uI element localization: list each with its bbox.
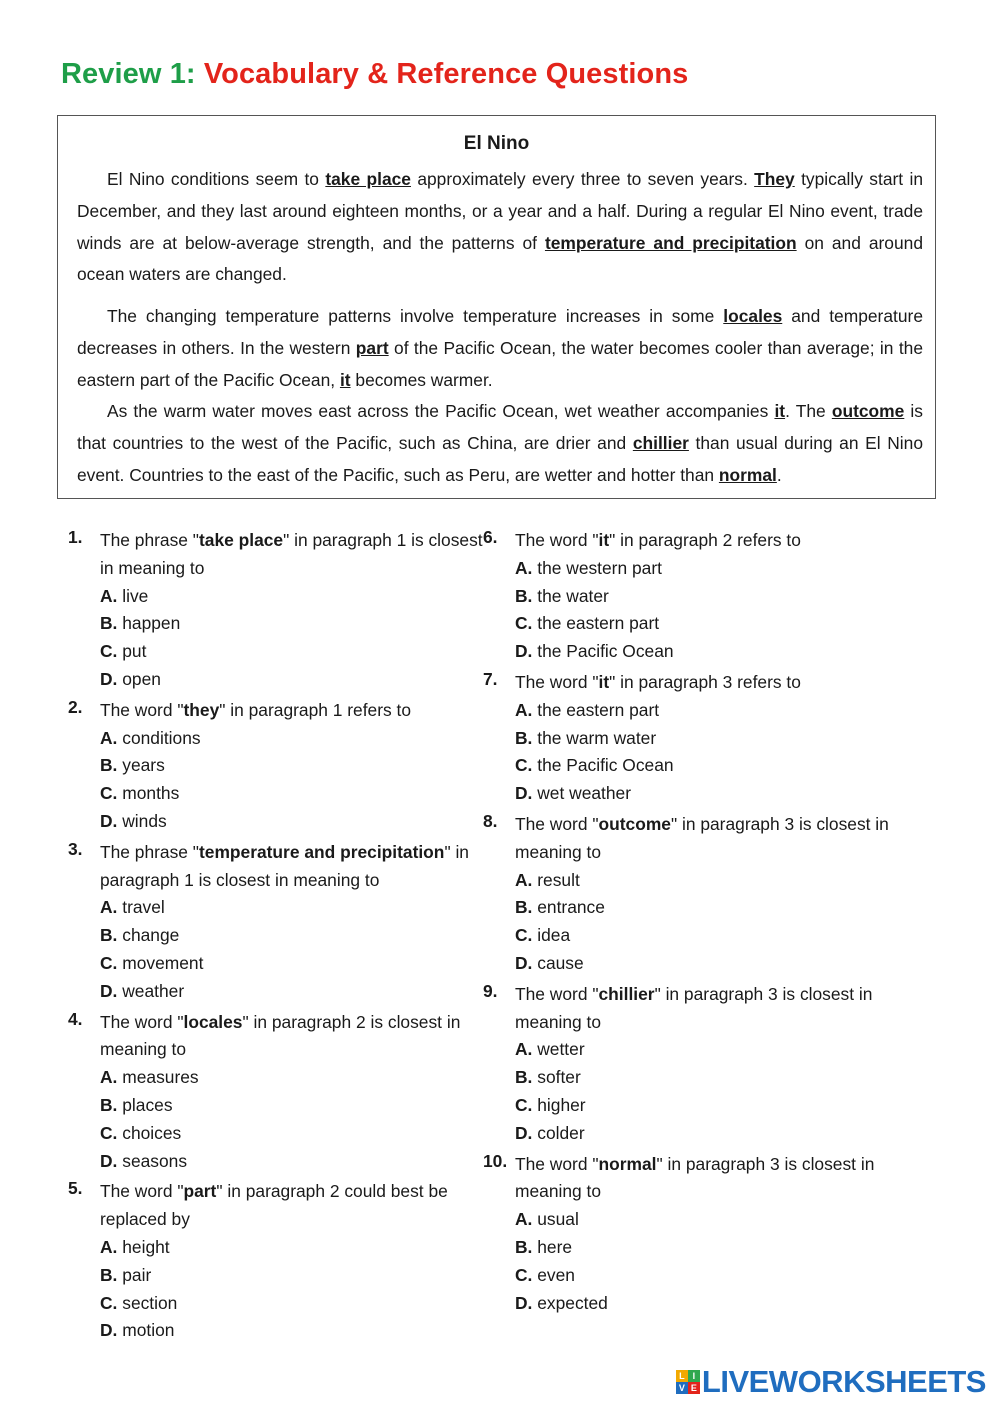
option-letter: B. [515, 1067, 533, 1088]
option-text: idea [537, 925, 571, 946]
liveworksheets-logo [676, 1364, 986, 1400]
question-text [100, 1009, 488, 1065]
option-text: conditions [122, 727, 201, 748]
question-text-post: " in paragraph 1 is closest in meaning to [100, 530, 483, 578]
option-a[interactable] [515, 1036, 903, 1064]
question-text [100, 527, 488, 583]
option-letter: B. [100, 1094, 118, 1115]
question-text-pre: The word " [515, 983, 599, 1004]
page-title [61, 58, 688, 91]
question-number: 4. [68, 1008, 83, 1029]
option-letter: B. [100, 925, 118, 946]
option-letter: D. [100, 810, 118, 831]
question-text-pre: The word " [515, 813, 599, 834]
option-text: the Pacific Ocean [537, 641, 674, 662]
question-text-pre: The word " [515, 1153, 599, 1174]
keyword-outcome: outcome [831, 401, 905, 421]
p3-text-e: . [776, 464, 782, 485]
option-text: wet weather [537, 783, 632, 804]
option-c[interactable] [100, 1290, 488, 1318]
option-letter: B. [100, 755, 118, 776]
p1-text-d: on and around ocean waters are changed. [77, 232, 923, 285]
option-letter: A. [100, 897, 118, 918]
question-1 [68, 527, 488, 694]
question-keyword: they [183, 699, 220, 720]
question-number: 5. [68, 1178, 83, 1199]
option-letter: D. [515, 641, 533, 662]
keyword-temperature-and-precipitation: temperature and precipitation [544, 232, 797, 253]
keyword-locales: locales [723, 306, 783, 326]
title-main: Vocabulary & Reference Questions [203, 58, 689, 90]
option-letter: D. [515, 1292, 533, 1313]
option-c[interactable] [515, 1092, 903, 1120]
p1-text-c: typically start in December, and they last around eighteen months, or a year and a half. During a regular El Nino event, trade winds are at below-average strength, and the patterns of [77, 169, 924, 253]
option-letter: A. [515, 869, 533, 890]
option-letter: D. [100, 1320, 118, 1341]
option-d[interactable] [100, 808, 488, 836]
question-number: 6. [483, 527, 498, 547]
option-letter: A. [100, 1236, 118, 1257]
option-c[interactable] [100, 638, 488, 666]
option-letter: D. [515, 783, 533, 804]
question-text [100, 1178, 488, 1234]
option-a[interactable] [100, 725, 488, 753]
option-letter: C. [515, 1094, 533, 1115]
option-b[interactable] [515, 1064, 903, 1092]
question-text-post: " in paragraph 2 could best be replaced by [100, 1181, 448, 1230]
question-text-post: " in paragraph 1 is closest in meaning to [100, 841, 469, 890]
option-letter: C. [515, 925, 533, 946]
option-letter: C. [100, 641, 118, 662]
option-text: months [122, 783, 180, 804]
option-text: the warm water [537, 727, 657, 748]
option-letter: A. [100, 1067, 118, 1088]
question-10 [483, 1151, 903, 1318]
keyword-chillier: chillier [632, 432, 689, 453]
option-c[interactable] [100, 780, 488, 808]
option-text: live [122, 585, 149, 606]
option-c[interactable] [515, 1262, 903, 1290]
option-letter: C. [515, 755, 533, 776]
keyword-they: They [754, 169, 795, 189]
option-c[interactable] [100, 1120, 488, 1148]
option-d[interactable] [100, 1317, 488, 1345]
question-text [515, 1151, 903, 1207]
option-a[interactable] [100, 1064, 488, 1092]
option-letter: D. [100, 1150, 118, 1171]
question-text [515, 811, 903, 867]
option-b[interactable] [515, 894, 903, 922]
p1-text-b: approximately every three to seven years. [410, 169, 755, 189]
question-text-post: " in paragraph 1 refers to [219, 699, 412, 720]
option-d[interactable] [515, 1120, 903, 1148]
question-number: 2. [68, 696, 83, 717]
p3-text-d: than usual during an El Nino event. Countries to the east of the Pacific, such as Peru, are wetter and hotter than [77, 432, 924, 485]
option-text: years [122, 755, 165, 776]
logo-mark-l: L [676, 1370, 688, 1382]
option-d[interactable] [100, 666, 488, 694]
option-b[interactable] [515, 583, 903, 611]
option-letter: C. [100, 1292, 118, 1313]
option-text: height [122, 1236, 170, 1257]
option-text: colder [537, 1122, 585, 1143]
option-text: pair [122, 1264, 152, 1285]
option-d[interactable] [515, 638, 903, 666]
question-8 [483, 811, 903, 978]
passage-box [57, 115, 936, 499]
paragraph-3 [77, 396, 923, 491]
option-c[interactable] [100, 950, 488, 978]
option-b[interactable] [100, 922, 488, 950]
logo-mark-i: I [688, 1370, 700, 1382]
p2-text-c: of the Pacific Ocean, the water becomes cooler than average; in the eastern part of the Pacific Ocean, [77, 337, 923, 390]
question-text-post: " in paragraph 3 is closest in meaning to [515, 1153, 875, 1202]
option-letter: B. [515, 585, 533, 606]
option-letter: C. [515, 613, 533, 634]
question-text-pre: The word " [515, 671, 599, 692]
paragraph-2 [77, 301, 923, 396]
question-keyword: normal [598, 1153, 657, 1174]
option-d[interactable] [100, 978, 488, 1006]
option-letter: C. [100, 952, 118, 973]
question-keyword: temperature and precipitation [198, 841, 445, 862]
option-b[interactable] [515, 725, 903, 753]
p3-text-b: . The [785, 401, 832, 421]
question-text-post: " in paragraph 2 refers to [609, 530, 801, 550]
option-c[interactable] [515, 752, 903, 780]
question-text-pre: The word " [100, 1181, 184, 1202]
option-a[interactable] [100, 583, 488, 611]
question-keyword: outcome [598, 813, 671, 834]
question-text [515, 527, 903, 555]
option-text: the eastern part [537, 699, 660, 720]
option-text: happen [122, 613, 181, 634]
question-keyword: chillier [598, 983, 655, 1004]
question-7 [483, 669, 903, 808]
question-number: 10. [483, 1150, 508, 1171]
option-a[interactable] [515, 697, 903, 725]
option-b[interactable] [515, 1234, 903, 1262]
question-keyword: part [183, 1181, 217, 1202]
option-text: wetter [537, 1039, 585, 1060]
question-9 [483, 981, 903, 1148]
option-b[interactable] [100, 610, 488, 638]
option-text: usual [537, 1209, 579, 1230]
question-number: 1. [68, 527, 83, 547]
questions-column-right [483, 527, 903, 1320]
option-c[interactable] [515, 610, 903, 638]
option-b[interactable] [100, 1262, 488, 1290]
option-text: the Pacific Ocean [537, 755, 674, 776]
option-b[interactable] [100, 1092, 488, 1120]
option-letter: B. [515, 727, 533, 748]
option-text: softer [537, 1067, 581, 1088]
option-a[interactable] [515, 867, 903, 895]
option-text: put [122, 641, 147, 662]
option-letter: B. [100, 613, 118, 634]
question-keyword: it [598, 530, 610, 550]
option-text: motion [122, 1320, 175, 1341]
question-text-post: " in paragraph 3 is closest in meaning to [515, 983, 873, 1032]
option-letter: A. [515, 699, 533, 720]
p2-text-b: and temperature decreases in others. In the western [77, 306, 923, 358]
option-a[interactable] [100, 1234, 488, 1262]
question-number: 3. [68, 838, 83, 859]
question-text [515, 981, 903, 1037]
question-keyword: take place [198, 530, 284, 550]
option-text: here [537, 1236, 573, 1257]
question-text-post: " in paragraph 3 is closest in meaning to [515, 813, 889, 862]
question-text-post: " in paragraph 2 is closest in meaning to [100, 1011, 461, 1060]
option-text: travel [122, 897, 165, 918]
option-a[interactable] [515, 1206, 903, 1234]
question-5 [68, 1178, 488, 1345]
question-6 [483, 527, 903, 666]
p2-text-d: becomes warmer. [350, 369, 493, 390]
option-letter: D. [100, 668, 118, 689]
option-letter: D. [515, 1122, 533, 1143]
option-text: the western part [537, 557, 662, 578]
p3-text-c: is that countries to the west of the Pacific, such as China, are drier and [77, 401, 923, 453]
option-text: weather [122, 980, 185, 1001]
option-text: even [537, 1264, 575, 1285]
question-keyword: locales [183, 1011, 243, 1032]
option-text: the water [537, 585, 609, 606]
option-a[interactable] [515, 555, 903, 583]
option-b[interactable] [100, 752, 488, 780]
question-text-post: " in paragraph 3 refers to [609, 671, 801, 692]
title-prefix: Review 1: [61, 58, 204, 90]
keyword-it-p2: it [339, 369, 351, 390]
option-letter: A. [515, 1039, 533, 1060]
questions-column-left [68, 527, 488, 1348]
p2-text-a: The changing temperature patterns involve temperature increases in some [107, 306, 724, 326]
question-4 [68, 1009, 488, 1176]
keyword-part: part [355, 337, 389, 358]
logo-mark-e: E [688, 1382, 700, 1394]
option-d[interactable] [515, 780, 903, 808]
option-letter: A. [100, 585, 118, 606]
option-text: change [122, 925, 180, 946]
question-text [100, 697, 488, 725]
option-letter: B. [100, 1264, 118, 1285]
logo-text: LIVEWORKSHEETS [701, 1364, 986, 1399]
option-text: expected [537, 1292, 608, 1313]
keyword-it-p3: it [774, 401, 786, 421]
option-c[interactable] [515, 922, 903, 950]
option-letter: C. [100, 783, 118, 804]
question-text-pre: The word " [515, 530, 599, 550]
question-keyword: it [598, 671, 610, 692]
option-text: movement [122, 952, 204, 973]
option-letter: C. [515, 1264, 533, 1285]
question-2 [68, 697, 488, 836]
option-d[interactable] [515, 1290, 903, 1318]
logo-mark-v: V [676, 1382, 688, 1394]
question-text [100, 839, 488, 895]
option-text: choices [122, 1122, 182, 1143]
option-letter: D. [100, 980, 118, 1001]
option-letter: B. [515, 897, 533, 918]
question-text-pre: The phrase " [100, 841, 199, 862]
option-text: open [122, 668, 161, 689]
paragraph-1 [77, 164, 923, 291]
question-text-pre: The word " [100, 699, 184, 720]
option-a[interactable] [100, 894, 488, 922]
option-letter: D. [515, 952, 533, 973]
option-d[interactable] [515, 950, 903, 978]
option-text: measures [122, 1067, 199, 1088]
option-d[interactable] [100, 1148, 488, 1176]
option-text: the eastern part [537, 613, 660, 634]
option-text: section [122, 1292, 178, 1313]
question-text [515, 669, 903, 697]
option-text: places [122, 1094, 173, 1115]
option-letter: A. [515, 557, 533, 578]
option-text: higher [537, 1094, 586, 1115]
keyword-normal: normal [718, 464, 777, 485]
question-text-pre: The word " [100, 1011, 184, 1032]
option-text: cause [537, 952, 584, 973]
option-letter: B. [515, 1236, 533, 1257]
option-text: seasons [122, 1150, 188, 1171]
question-3 [68, 839, 488, 1006]
option-text: result [537, 869, 580, 890]
question-number: 8. [483, 810, 498, 831]
option-letter: A. [100, 727, 118, 748]
option-letter: A. [515, 1209, 533, 1230]
p3-text-a: As the warm water moves east across the Pacific Ocean, wet weather accompanies [107, 401, 775, 421]
option-letter: C. [100, 1122, 118, 1143]
question-text-pre: The phrase " [100, 530, 199, 550]
keyword-take-place: take place [325, 169, 411, 189]
question-number: 7. [483, 668, 498, 689]
passage-title: El Nino [463, 133, 530, 154]
question-number: 9. [483, 980, 498, 1001]
logo-mark-icon [676, 1370, 700, 1394]
p1-text-a: El Nino conditions seem to [107, 169, 326, 189]
option-text: winds [122, 810, 167, 831]
option-text: entrance [537, 897, 605, 918]
